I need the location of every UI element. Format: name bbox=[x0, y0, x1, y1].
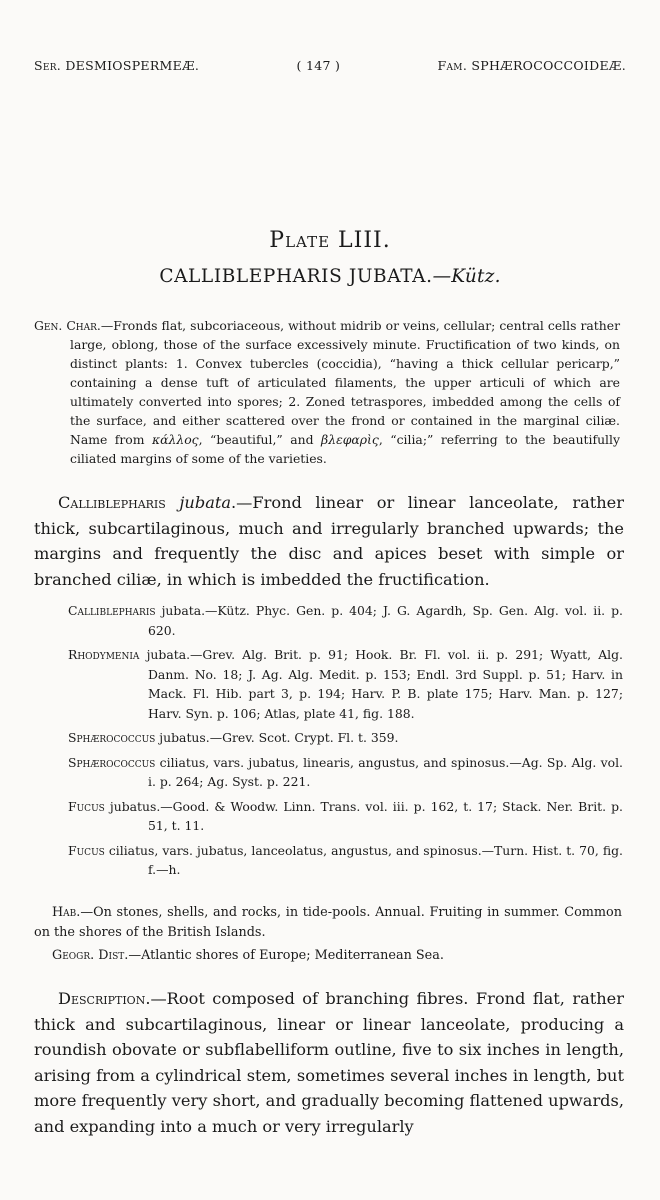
synonym-text: jubata.—Grev. Alg. Brit. p. 91; Hook. Br. Fl. vol. ii. p. 291; Wyatt, Alg. Danm. No. 18; J. Ag. Alg. Medit. p. 153; Endl. 3rd Suppl. p. 51; Harv. in Mack. Fl. Hib. part 3, p. 194; Harv. P. B. plate 175; Harv. Man. p. 127; Harv. Syn. p. 106; Atlas, plate 41, fig. 188. bbox=[139, 647, 623, 721]
synonym-entry bbox=[68, 797, 623, 836]
habitat-label: Hab. bbox=[52, 905, 81, 920]
greek-word-blepharis: βλεφαρὶς bbox=[321, 432, 379, 447]
synonym-genus: Sphærococcus bbox=[68, 730, 156, 745]
synonym-genus: Fucus bbox=[68, 798, 105, 814]
diagnosis-genus: Calliblepharis bbox=[58, 493, 166, 512]
running-head-series: Ser. DESMIOSPERMEÆ. bbox=[34, 58, 200, 73]
synonym-entry bbox=[68, 728, 623, 748]
description-text: —Root composed of branching fibres. Frond flat, rather thick and subcartilaginous, linear or linear lanceolate, producing a roundish obovate or subflabelliform outline, five to six inches in length, arising from a cylindrical stem, sometimes several inches in length, but more frequently very short, and gradually becoming flattened upwards, and expanding into a much or very irregularly bbox=[34, 989, 624, 1136]
diagnosis-text: .—Frond linear or linear lanceolate, rather thick, subcartilaginous, much and irregularly branched upwards; the margins and frequently the disc and apices beset with simple or branched ciliæ, in which is imbedded the fructification. bbox=[34, 493, 624, 589]
description-label: Description. bbox=[58, 989, 151, 1008]
running-head bbox=[34, 58, 626, 73]
synonym-text: ciliatus, vars. jubatus, linearis, angustus, and spinosus.—Ag. Sp. Alg. vol. i. p. 264; Ag. Syst. p. 221. bbox=[148, 754, 623, 789]
gen-char-text-3: , “cilia;” referring to the beautifully ciliated margins of some of the varieties. bbox=[70, 432, 620, 466]
species-title bbox=[0, 266, 660, 287]
synonym-genus: Rhodymenia bbox=[68, 647, 140, 662]
synonym-text: ciliatus, vars. jubatus, lanceolatus, angustus, and spinosus.—Turn. Hist. t. 70, fig. f.—h. bbox=[104, 842, 623, 877]
habitat bbox=[34, 903, 622, 943]
gen-char-text-2: , “beautiful,” and bbox=[198, 432, 322, 447]
synonym-entry bbox=[68, 601, 623, 640]
geographic-distribution bbox=[52, 946, 622, 966]
synonym-genus: Fucus bbox=[68, 842, 105, 858]
species-diagnosis bbox=[34, 490, 624, 592]
gen-char-text-1: —Fronds flat, subcoriaceous, without midrib or veins, cellular; central cells rather large, oblong, those of the surface excessively minute. Fructification of two kinds, on distinct plants: 1. Convex tubercles (coccidia), “having a thick cellular pericarp,” containing a dense tuft of articulated filaments, the upper articuli of which are ultimately converted into spores; 2. Zoned tetraspores, imbedded among the cells of the surface, and either scattered over the frond or contained in the marginal ciliæ. Name from bbox=[70, 318, 620, 447]
running-head-family: Fam. SPHÆROCOCCOIDEÆ. bbox=[437, 58, 626, 73]
synonym-entry bbox=[68, 753, 623, 792]
habitat-text: —On stones, shells, and rocks, in tide-pools. Annual. Fruiting in summer. Common on the shores of the British Islands. bbox=[34, 905, 622, 940]
synonym-entry bbox=[68, 645, 623, 723]
generic-character bbox=[34, 316, 620, 468]
species-author: —Kütz. bbox=[432, 266, 501, 287]
gen-char-label: Gen. Char. bbox=[34, 318, 101, 333]
synonym-entry bbox=[68, 841, 623, 880]
plate-title: Plate LIII. bbox=[269, 228, 391, 253]
description bbox=[34, 986, 624, 1139]
synonym-genus: Calliblepharis bbox=[68, 603, 156, 618]
geogr-label: Geogr. Dist. bbox=[52, 948, 129, 963]
greek-word-kallos: κάλλος bbox=[152, 432, 199, 447]
synonym-text: jubata.—Kütz. Phyc. Gen. p. 404; J. G. Agardh, Sp. Gen. Alg. vol. ii. p. 620. bbox=[148, 603, 623, 638]
geogr-text: —Atlantic shores of Europe; Mediterranean Sea. bbox=[128, 948, 444, 963]
diagnosis-species: jubata bbox=[179, 493, 232, 512]
synonym-text: jubatus.—Good. & Woodw. Linn. Trans. vol. iii. p. 162, t. 17; Stack. Ner. Brit. p. 51, t. 11. bbox=[104, 798, 623, 833]
synonym-text: jubatus.—Grev. Scot. Crypt. Fl. t. 359. bbox=[155, 730, 399, 745]
synonymy-list bbox=[68, 601, 623, 885]
synonym-genus: Sphærococcus bbox=[68, 754, 156, 770]
species-name: CALLIBLEPHARIS JUBATA. bbox=[159, 266, 433, 287]
page-number: ( 147 ) bbox=[296, 58, 341, 73]
